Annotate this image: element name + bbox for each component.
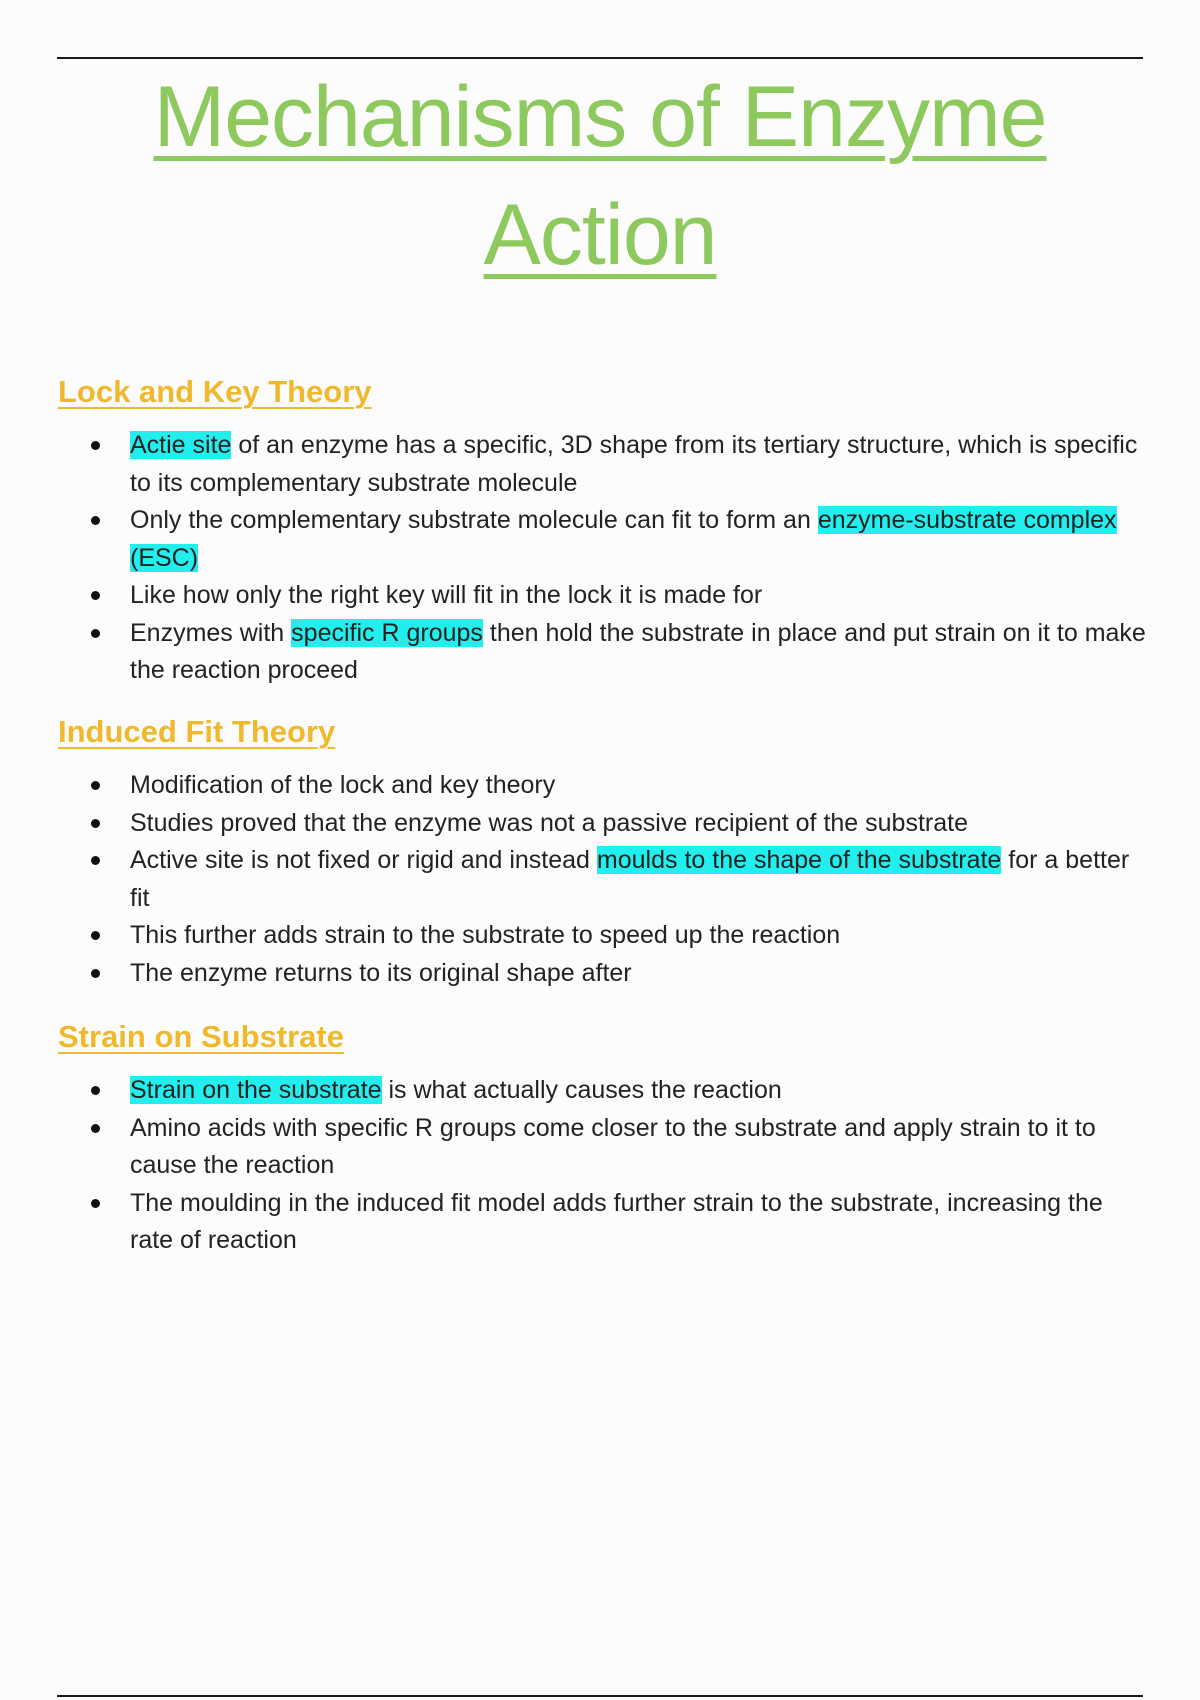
bullet-list bbox=[58, 767, 1148, 992]
bullet-dot-icon bbox=[91, 781, 100, 790]
bullet-dot-icon bbox=[91, 1199, 100, 1208]
section-heading: Induced Fit Theory bbox=[58, 714, 336, 749]
bullet-dot-icon bbox=[91, 931, 100, 940]
list-item bbox=[58, 502, 1148, 577]
bullet-text: The enzyme returns to its original shape after bbox=[130, 958, 632, 987]
list-item bbox=[58, 577, 1148, 615]
bullet-dot-icon bbox=[91, 1124, 100, 1133]
list-item bbox=[58, 917, 1148, 955]
title-line-1: Mechanisms of Enzyme bbox=[153, 69, 1047, 165]
highlighted-term: Strain on the substrate bbox=[130, 1076, 382, 1104]
bullet-dot-icon bbox=[91, 856, 100, 865]
section-heading: Lock and Key Theory bbox=[58, 374, 372, 409]
bullet-text: is what actually causes the reaction bbox=[381, 1076, 782, 1104]
section-lock-and-key bbox=[58, 372, 1148, 690]
bullet-list bbox=[58, 1072, 1148, 1260]
highlighted-term: enzyme-substrate complex (ESC) bbox=[130, 506, 1117, 572]
section-strain-on-substrate bbox=[58, 1017, 1148, 1260]
bullet-text: then hold the substrate in place and put strain on it to make the reaction proceed bbox=[130, 618, 1146, 684]
bullet-dot-icon bbox=[91, 969, 100, 978]
page-title bbox=[0, 58, 1200, 294]
bullet-text: The moulding in the induced fit model adds further strain to the substrate, increasing the rate of reaction bbox=[130, 1188, 1103, 1254]
list-item bbox=[58, 767, 1148, 805]
bullet-text: of an enzyme has a specific, 3D shape from its tertiary structure, which is specific to its complementary substrate molecule bbox=[130, 431, 1138, 497]
bullet-text: Enzymes with bbox=[130, 618, 292, 647]
list-item bbox=[58, 805, 1148, 843]
list-item bbox=[58, 1185, 1148, 1260]
bottom-rule bbox=[57, 1695, 1143, 1697]
bullet-text: Amino acids with specific R groups come closer to the substrate and apply strain to it to cause the reaction bbox=[130, 1113, 1096, 1179]
bullet-dot-icon bbox=[91, 516, 100, 525]
bullet-text: Active site is not fixed or rigid and instead bbox=[130, 846, 597, 874]
bullet-dot-icon bbox=[91, 591, 100, 600]
bullet-list bbox=[58, 427, 1148, 690]
list-item bbox=[58, 615, 1148, 690]
list-item bbox=[58, 842, 1148, 917]
bullet-text: Modification of the lock and key theory bbox=[130, 771, 556, 799]
bullet-dot-icon bbox=[91, 629, 100, 638]
bullet-text: Studies proved that the enzyme was not a passive recipient of the substrate bbox=[130, 808, 968, 837]
bullet-dot-icon bbox=[91, 819, 100, 828]
bullet-text: Like how only the right key will fit in the lock it is made for bbox=[130, 581, 763, 609]
bullet-dot-icon bbox=[91, 1086, 100, 1095]
list-item bbox=[58, 1110, 1148, 1185]
highlighted-term: specific R groups bbox=[291, 618, 483, 647]
list-item bbox=[58, 427, 1148, 502]
section-induced-fit bbox=[58, 712, 1148, 992]
highlighted-term: Actie site bbox=[130, 431, 232, 459]
list-item bbox=[58, 1072, 1148, 1110]
title-line-2: Action bbox=[483, 187, 717, 283]
bullet-text: Only the complementary substrate molecule can fit to form an bbox=[130, 506, 818, 534]
bullet-dot-icon bbox=[91, 441, 100, 450]
bullet-text: for a better fit bbox=[130, 846, 1130, 912]
list-item bbox=[58, 955, 1148, 993]
section-heading: Strain on Substrate bbox=[58, 1019, 344, 1054]
bullet-text: This further adds strain to the substrate to speed up the reaction bbox=[130, 921, 841, 949]
highlighted-term: moulds to the shape of the substrate bbox=[596, 846, 1002, 874]
